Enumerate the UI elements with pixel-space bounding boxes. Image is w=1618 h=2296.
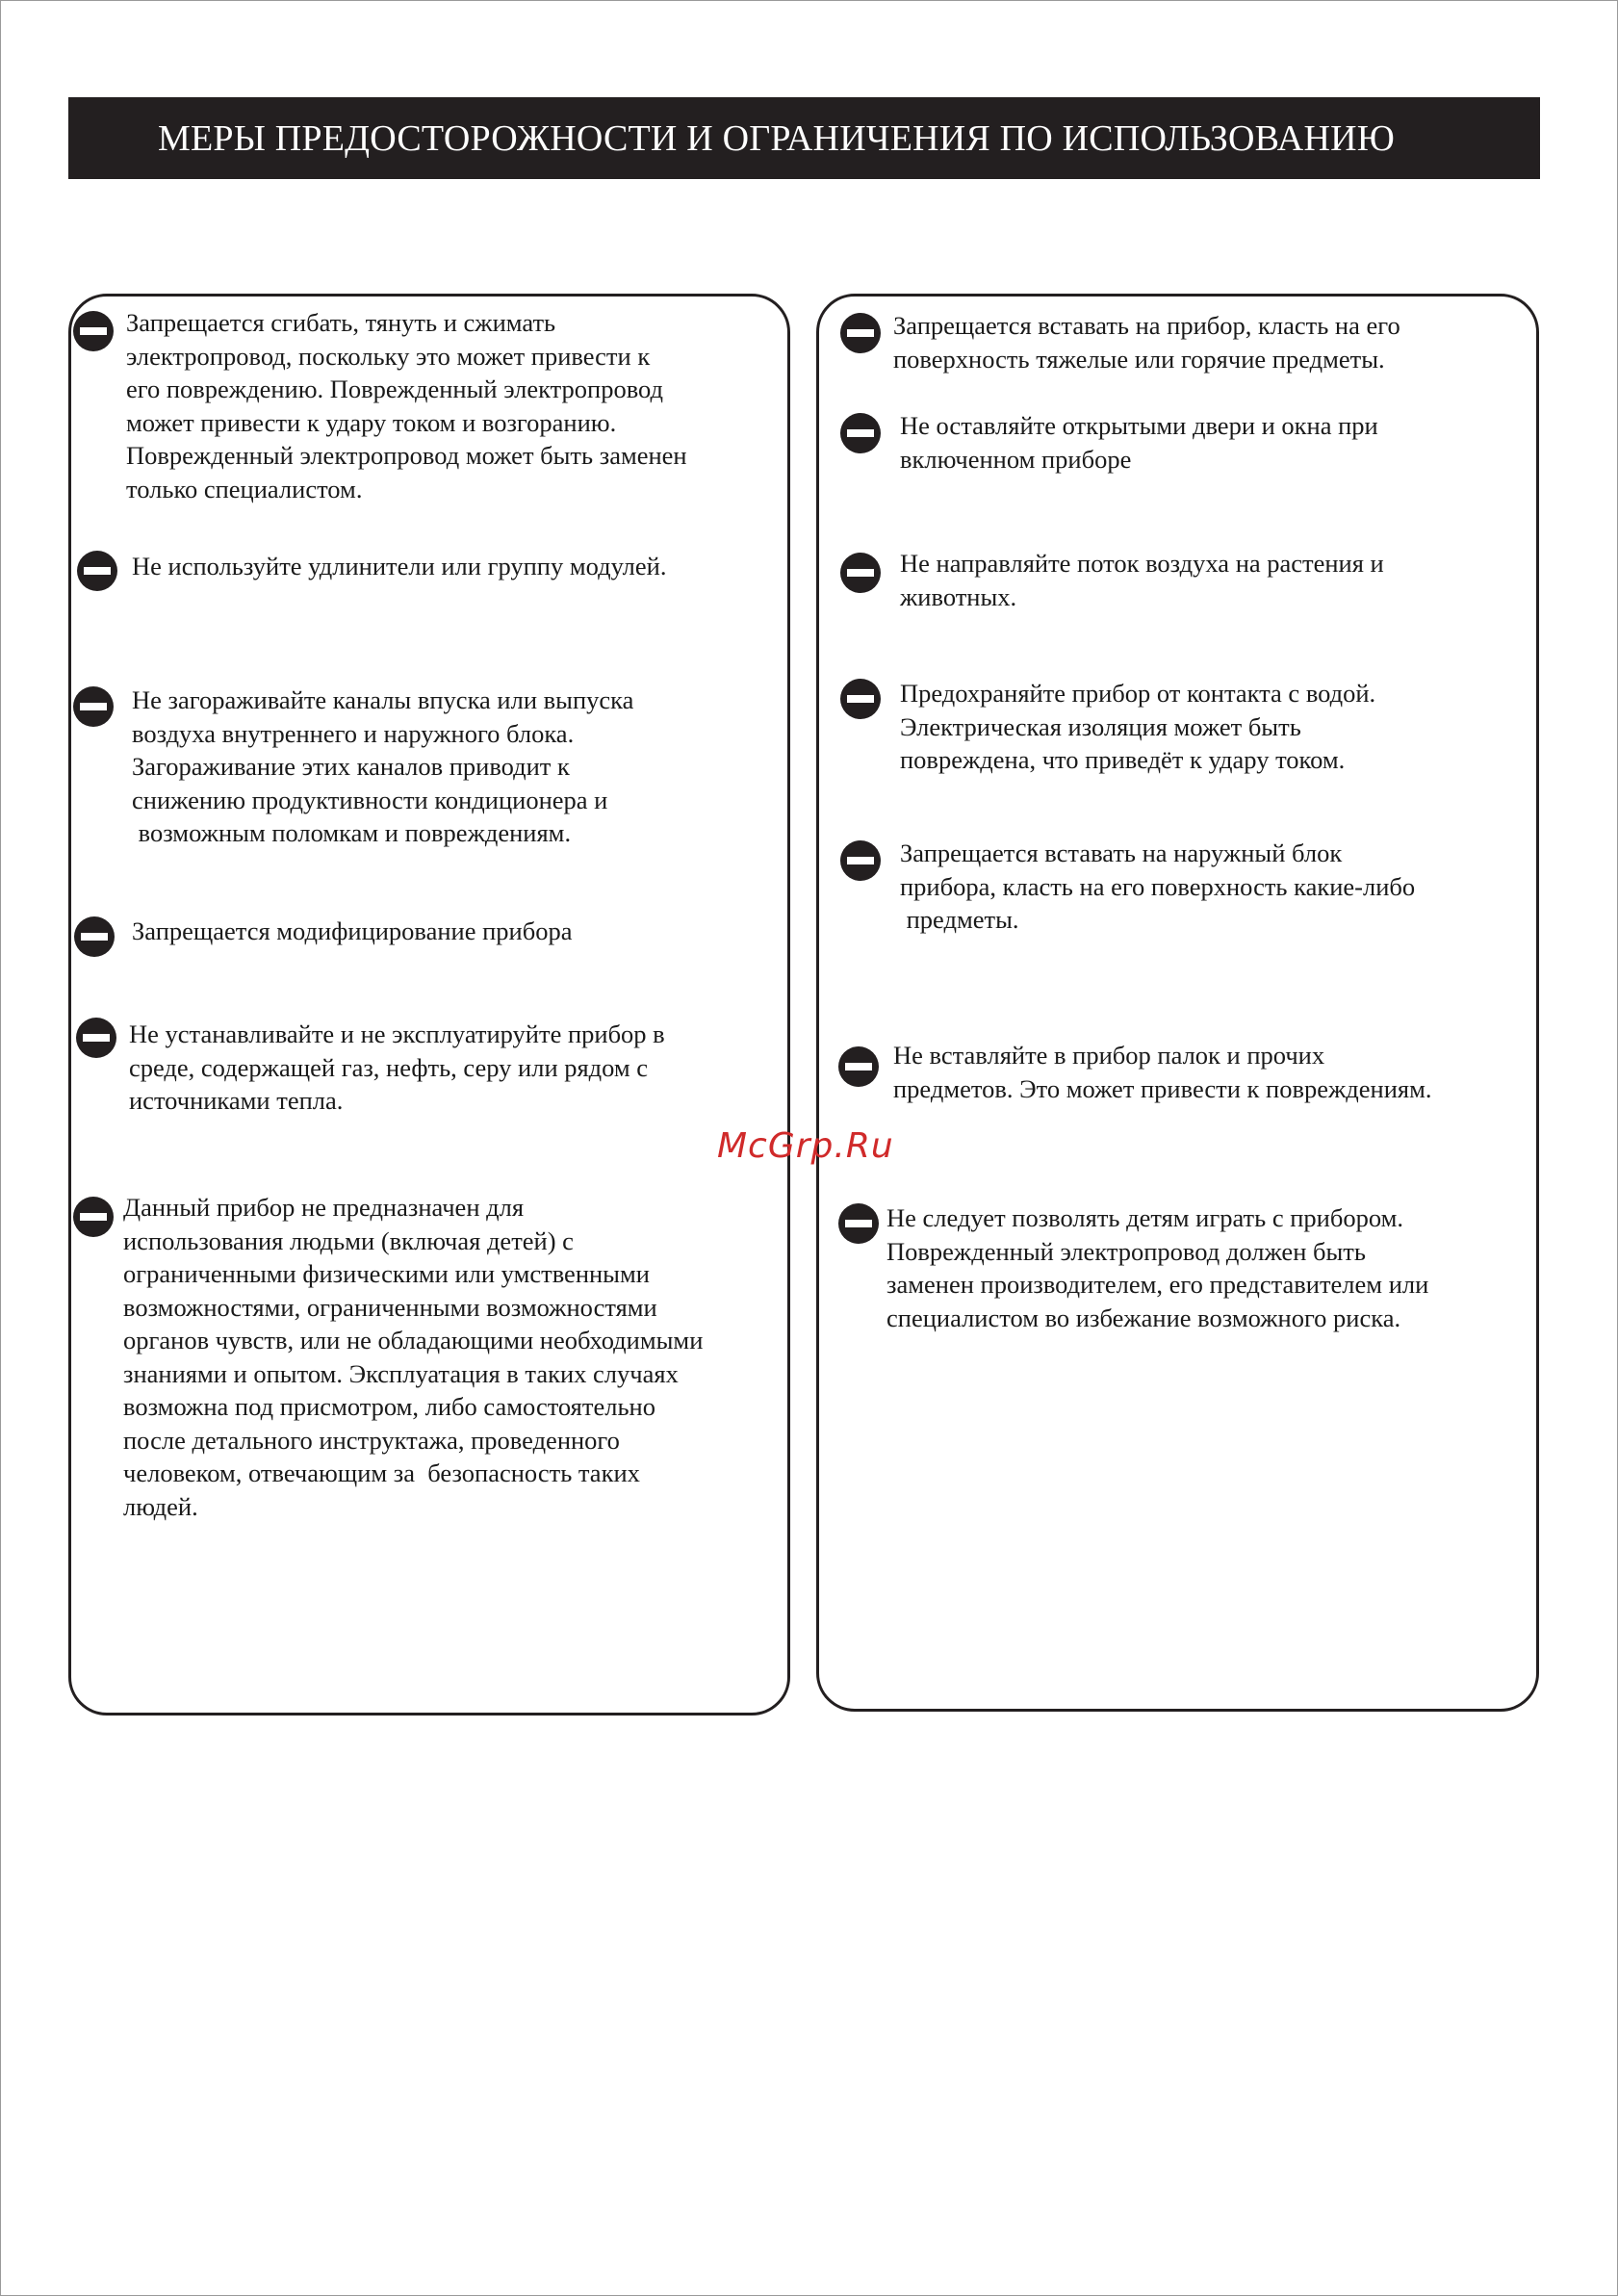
- precaution-text: Не направляйте поток воздуха на растения и животных.: [900, 549, 1384, 611]
- precaution-text: Запрещается модифицирование прибора: [132, 916, 573, 945]
- right-precautions-panel: [816, 294, 1539, 1712]
- precaution-item: [893, 1039, 1533, 1105]
- no-entry-icon: [838, 1203, 879, 1244]
- precaution-text: Не вставляйте в прибор палок и прочих предметов. Это может привести к повреждениям.: [893, 1041, 1432, 1103]
- no-entry-icon: [74, 916, 115, 957]
- precaution-text: Запрещается вставать на наружный блок прибора, класть на его поверхность какие-либо предметы.: [900, 838, 1416, 934]
- precaution-text: Не загораживайте каналы впуска или выпуска воздуха внутреннего и наружного блока. Загораживание этих каналов приводит к снижению продуктивности кондиционера и возможным поломкам и повреждениям.: [132, 685, 634, 847]
- no-entry-icon: [840, 679, 881, 719]
- precaution-item: [886, 1201, 1531, 1334]
- precaution-text: Не устанавливайте и не эксплуатируйте прибор в среде, содержащей газ, нефть, серу или рядом с источниками тепла.: [129, 1019, 665, 1115]
- no-entry-icon: [73, 1197, 114, 1237]
- precaution-text: Не используйте удлинители или группу модулей.: [132, 552, 667, 580]
- page-title: МЕРЫ ПРЕДОСТОРОЖНОСТИ И ОГРАНИЧЕНИЯ ПО ИСПОЛЬЗОВАНИЮ: [158, 117, 1395, 159]
- no-entry-icon: [840, 840, 881, 881]
- precaution-text: Не оставляйте открытыми двери и окна при включенном приборе: [900, 411, 1378, 474]
- precaution-item: [132, 915, 786, 948]
- precaution-item: [900, 547, 1526, 613]
- no-entry-icon: [840, 413, 881, 453]
- precaution-item: [893, 309, 1528, 375]
- no-entry-icon: [840, 553, 881, 593]
- no-entry-icon: [838, 1046, 879, 1087]
- watermark: McGrp.Ru: [717, 1126, 894, 1166]
- precaution-item: [132, 550, 786, 583]
- precaution-text: Не следует позволять детям играть с прибором. Поврежденный электропровод должен быть заменен производителем, его представителем или специалистом во избежание возможного риска.: [886, 1203, 1429, 1332]
- precaution-item: [129, 1018, 783, 1118]
- no-entry-icon: [76, 1018, 116, 1058]
- precaution-item: [123, 1191, 787, 1523]
- no-entry-icon: [73, 686, 114, 727]
- precaution-item: [132, 684, 786, 850]
- precaution-text: Запрещается вставать на прибор, класть на его поверхность тяжелые или горячие предметы.: [893, 311, 1400, 374]
- no-entry-icon: [77, 551, 117, 591]
- no-entry-icon: [73, 311, 114, 351]
- precaution-text: Запрещается сгибать, тянуть и сжимать электропровод, поскольку это может привести к его повреждению. Поврежденный электропровод может привести к удару током и возгоранию. Поврежденный электропровод может быть заменен только специалистом.: [126, 308, 687, 503]
- precaution-item: [126, 306, 781, 505]
- precaution-text: Данный прибор не предназначен для использования людьми (включая детей) с ограниченными физическими или умственными возможностями, ограниченными возможностями органов чувств, или не обладающими необходимыми знаниями и опытом. Эксплуатация в таких случаях возможна под присмотром, либо самостоятельно после детального инструктажа, проведенного человеком, отвечающим за безопасность таких людей.: [123, 1193, 704, 1521]
- no-entry-icon: [840, 313, 881, 353]
- precaution-item: [900, 409, 1526, 476]
- precaution-item: [900, 677, 1526, 777]
- precaution-item: [900, 837, 1526, 937]
- page-title-bar: [68, 97, 1540, 179]
- precaution-text: Предохраняйте прибор от контакта с водой. Электрическая изоляция может быть повреждена, что приведёт к удару током.: [900, 679, 1376, 774]
